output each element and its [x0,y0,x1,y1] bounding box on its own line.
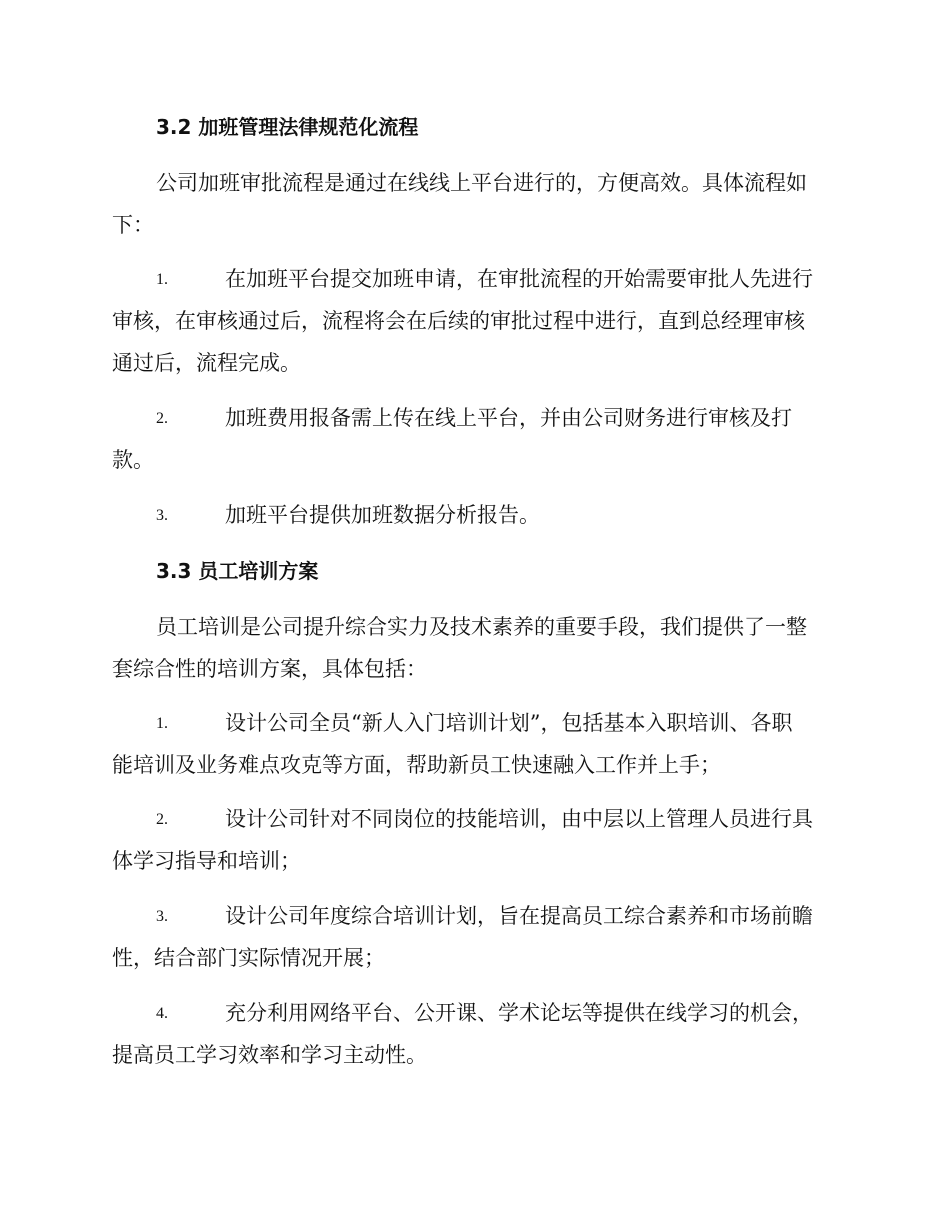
list-item-text: 款。 [112,448,154,472]
list-item-text: 性，结合部门实际情况开展； [112,946,385,970]
list-item-text: 通过后，流程完成。 [112,351,301,375]
list-item-number: 2. [156,410,168,427]
section-heading-3-2: 3.2 加班管理法律规范化流程 [156,115,419,139]
list-item-number: 3. [156,507,168,524]
list-item-text: 加班平台提供加班数据分析报告。 [225,503,540,527]
list-item-number: 4. [156,1005,168,1022]
list-item-text: 在加班平台提交加班申请，在审批流程的开始需要审批人先进行 [225,267,813,291]
list-item-number: 3. [156,908,168,925]
list-item-text: 体学习指导和培训； [112,849,301,873]
list-item-text: 充分利用网络平台、公开课、学术论坛等提供在线学习的机会， [225,1001,813,1025]
section-3-2-intro-line-1: 公司加班审批流程是通过在线线上平台进行的，方便高效。具体流程如 [156,171,807,195]
list-item-text: 设计公司全员“新人入门培训计划”，包括基本入职培训、各职 [225,711,793,735]
list-item-text: 设计公司针对不同岗位的技能培训，由中层以上管理人员进行具 [225,807,813,831]
section-3-2-intro-line-2: 下： [112,213,154,237]
list-item-text: 能培训及业务难点攻克等方面，帮助新员工快速融入工作并上手； [112,753,721,777]
list-item-text: 审核，在审核通过后，流程将会在后续的审批过程中进行，直到总经理审核 [112,309,805,333]
list-item-text: 加班费用报备需上传在线上平台，并由公司财务进行审核及打 [225,406,792,430]
list-item-text: 提高员工学习效率和学习主动性。 [112,1043,427,1067]
list-item-number: 1. [156,715,168,732]
list-item-number: 2. [156,811,168,828]
section-heading-3-3: 3.3 员工培训方案 [156,559,319,583]
section-3-3-intro-line-2: 套综合性的培训方案，具体包括： [112,657,427,681]
section-3-3-intro-line-1: 员工培训是公司提升综合实力及技术素养的重要手段，我们提供了一整 [156,615,807,639]
list-item-number: 1. [156,271,168,288]
list-item-text: 设计公司年度综合培训计划，旨在提高员工综合素养和市场前瞻 [225,904,813,928]
